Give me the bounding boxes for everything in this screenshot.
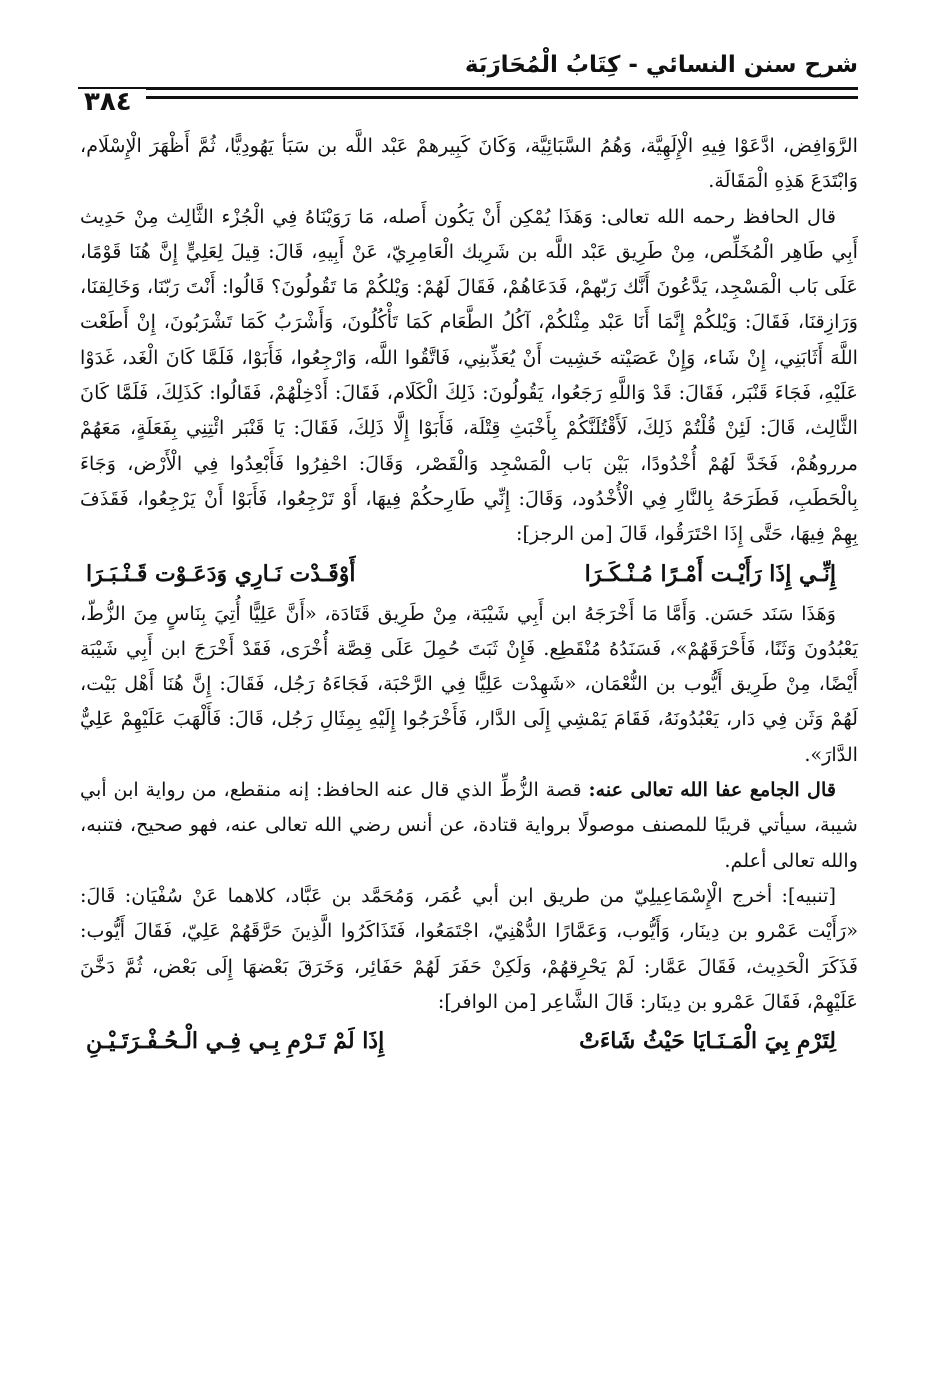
paragraph: وَهَذَا سَنَد حَسَن. وَأَمَّا مَا أَخْرَجَهُ ابن أَبِي شَيْبَة، مِنْ طَرِيق قَتَادَة، «أَنَّ عَلِيًّا أُتِيَ بِنَاسٍ مِنَ الزُّطّ، يَعْبُدُونَ وَثَنًا، فَأَحْرَقَهُمْ»، فَسَنَدُهُ مُنْقَطِع. فَإِنْ ثَبَتَ حُمِلَ عَلَى قِصَّة أُخْرَى، فَقَدْ أَخْرَجَ ابن أَبِي شَيْبَة أَيْضًا، مِنْ طَرِيق أَيُّوب بن النُّعْمَان، «شَهِدْت عَلِيًّا فِي الرَّحْبَة، فَجَاءَهُ رَجُل، فَقَالَ: إِنَّ هُنَا أَهْل بَيْت، لَهُمْ وَثَن فِي دَار، يَعْبُدُونَهُ، فَقَامَ يَمْشِي إِلَى الدَّار، فَأَخْرَجُوا إِلَيْهِ بِمِثَالِ رَجُل، قَالَ: فَأَلْهَبَ عَلَيْهِمْ عَلِيٌّ الدَّارَ».	[80, 601, 858, 766]
running-title: شرح سنن النسائي - كِتَابُ الْمُحَارَبَة	[464, 52, 858, 78]
poetry-verse	[80, 552, 858, 596]
poetry-verse	[80, 1019, 858, 1063]
paragraph: الرَّوَافِض، ادَّعَوْا فِيهِ الْإِلَهِيَّة، وَهُمُ السَّبَائِيَّة، وَكَانَ كَبِيرهمْ عَبْد اللَّه بن سَبَأ يَهُودِيًّا، ثُمَّ أَظْهَرَ الْإِسْلَام، وَابْتَدَعَ هَذِهِ الْمَقَالَة.	[80, 134, 858, 193]
verse-hemistich-first: إِنِّـي إِذَا رَأَيْـت أَمْـرًا مُـنْـكَـرَا	[584, 560, 836, 587]
verse-hemistich-second: أَوْقَـدْت نَـارِي وَدَعَـوْت قَـنْـبَـرَا	[86, 560, 356, 587]
paragraph: [تنبيه]: أخرج الْإِسْمَاعِيلِيّ من طريق ابن أبي عُمَر، وَمُحَمَّد بن عَبَّاد، كلاهما عَنْ سُفْيَان: قَالَ: «رَأَيْت عَمْرو بن دِينَار، وَأَيُّوب، وَعَمَّارًا الدُّهْنِيّ، اجْتَمَعُوا، فَتَذَاكَرُوا الَّذِينَ حَرَّقَهُمْ عَلِيّ، فَقَالَ أَيُّوب: فَذَكَرَ الْحَدِيث، فَقَالَ عَمَّار: لَمْ يَحْرِقهُمْ، وَلَكِنْ حَفَرَ لَهُمْ حَفَائِر، وَخَرَقَ بَعْضهَا إِلَى بَعْض، ثُمَّ دَخَّنَ عَلَيْهِمْ، فَقَالَ عَمْرو بن دِينَار: قَالَ الشَّاعِر [من الوافر]:	[80, 883, 858, 1013]
verse-hemistich-second: إِذَا لَمْ تَـرْمِ بِـي فِـي الْـحُـفْـرَتَـيْـنِ	[86, 1028, 385, 1055]
header-rule-top	[78, 87, 858, 90]
paragraph-text: قصة الزُّطِّ الذي قال عنه الحافظ: إنه منقطع، من رواية ابن أبي شيبة، سيأتي قريبًا للمصنف موصولًا برواية قتادة، عن أنس رضي الله تعالى عنه، فهو صحيح، فتنبه، والله تعالى أعلم.	[80, 778, 858, 872]
paragraph	[80, 772, 858, 878]
page-body	[80, 128, 858, 1063]
page-number: ٣٨٤	[78, 89, 146, 115]
page-header	[78, 52, 858, 117]
header-rule-bottom	[78, 96, 858, 99]
verse-hemistich-first: لِتَرْمِ بِيَ الْمَـنَـايَا حَيْثُ شَاءَتْ	[579, 1028, 836, 1055]
paragraph: قال الحافظ رحمه الله تعالى: وَهَذَا يُمْكِن أَنْ يَكُون أَصله، مَا رَوَيْنَاهُ فِي الْجُزْء الثَّالِث مِنْ حَدِيث أَبِي طَاهِر الْمُخَلِّص، مِنْ طَرِيق عَبْد اللَّه بن شَرِيك الْعَامِرِيّ، عَنْ أَبِيهِ، قَالَ: قِيلَ لِعَلِيٍّ إِنَّ هُنَا قَوْمًا، عَلَى بَاب الْمَسْجِد، يَدَّعُونَ أَنَّك رَبّهمْ، فَدَعَاهُمْ، فَقَالَ لَهُمْ: وَيْلكُمْ مَا تَقُولُونَ؟ قَالُوا: أَنْتَ رَبّنَا، وَخَالِقنَا، وَرَازِقنَا، فَقَالَ: وَيْلكُمْ إِنَّمَا أَنَا عَبْد مِثْلكُمْ، آكُلُ الطَّعَام كَمَا تَأْكُلُونَ، وَأَشْرَبُ كَمَا تَشْرَبُونَ، إِنْ أَطَعْت اللَّهَ أَثَابَنِي، إِنْ شَاء، وَإِنْ عَصَيْته خَشِيت أَنْ يُعَذِّبنِي، فَاتَّقُوا اللَّه، وَارْجِعُوا، فَأَبَوْا، فَلَمَّا كَانَ الْغَد، غَدَوْا عَلَيْهِ، فَجَاءَ قَنْبَر، فَقَالَ: قَدْ وَاللَّهِ رَجَعُوا، يَقُولُونَ: ذَلِكَ الْكَلَام، فَقَالَ: أَدْخِلْهُمْ، فَقَالُوا: كَذَلِكَ، فَلَمَّا كَانَ الثَّالِث، قَالَ: لَئِنْ قُلْتُمْ ذَلِكَ، لَأَقْتُلَنَّكُمْ بِأَخْبَثِ قِتْلَة، فَأَبَوْا إِلَّا ذَلِكَ، فَقَالَ: يَا قَنْبَر ائْتِنِي بِفَعَلَةٍ، مَعَهُمْ مرروهُمْ، فَخَدَّ لَهُمْ أُخْدُودًا، بَيْن بَاب الْمَسْجِد وَالْقَصْر، وَقَالَ: احْفِرُوا فَأَبْعِدُوا فِي الْأَرْض، وَجَاءَ بِالْحَطَبِ، فَطَرَحَهُ بِالنَّارِ فِي الْأُخْدُود، وَقَالَ: إِنِّي طَارِحكُمْ فِيهَا، أَوْ تَرْجِعُوا، فَأَبَوْا أَنْ يَرْجِعُوا، فَقَذَفَ بِهِمْ فِيهَا، حَتَّى إِذَا احْتَرَقُوا، قَالَ [من الرجز]:	[80, 204, 858, 546]
paragraph-lead: قال الجامع عفا الله تعالى عنه:	[588, 778, 837, 802]
